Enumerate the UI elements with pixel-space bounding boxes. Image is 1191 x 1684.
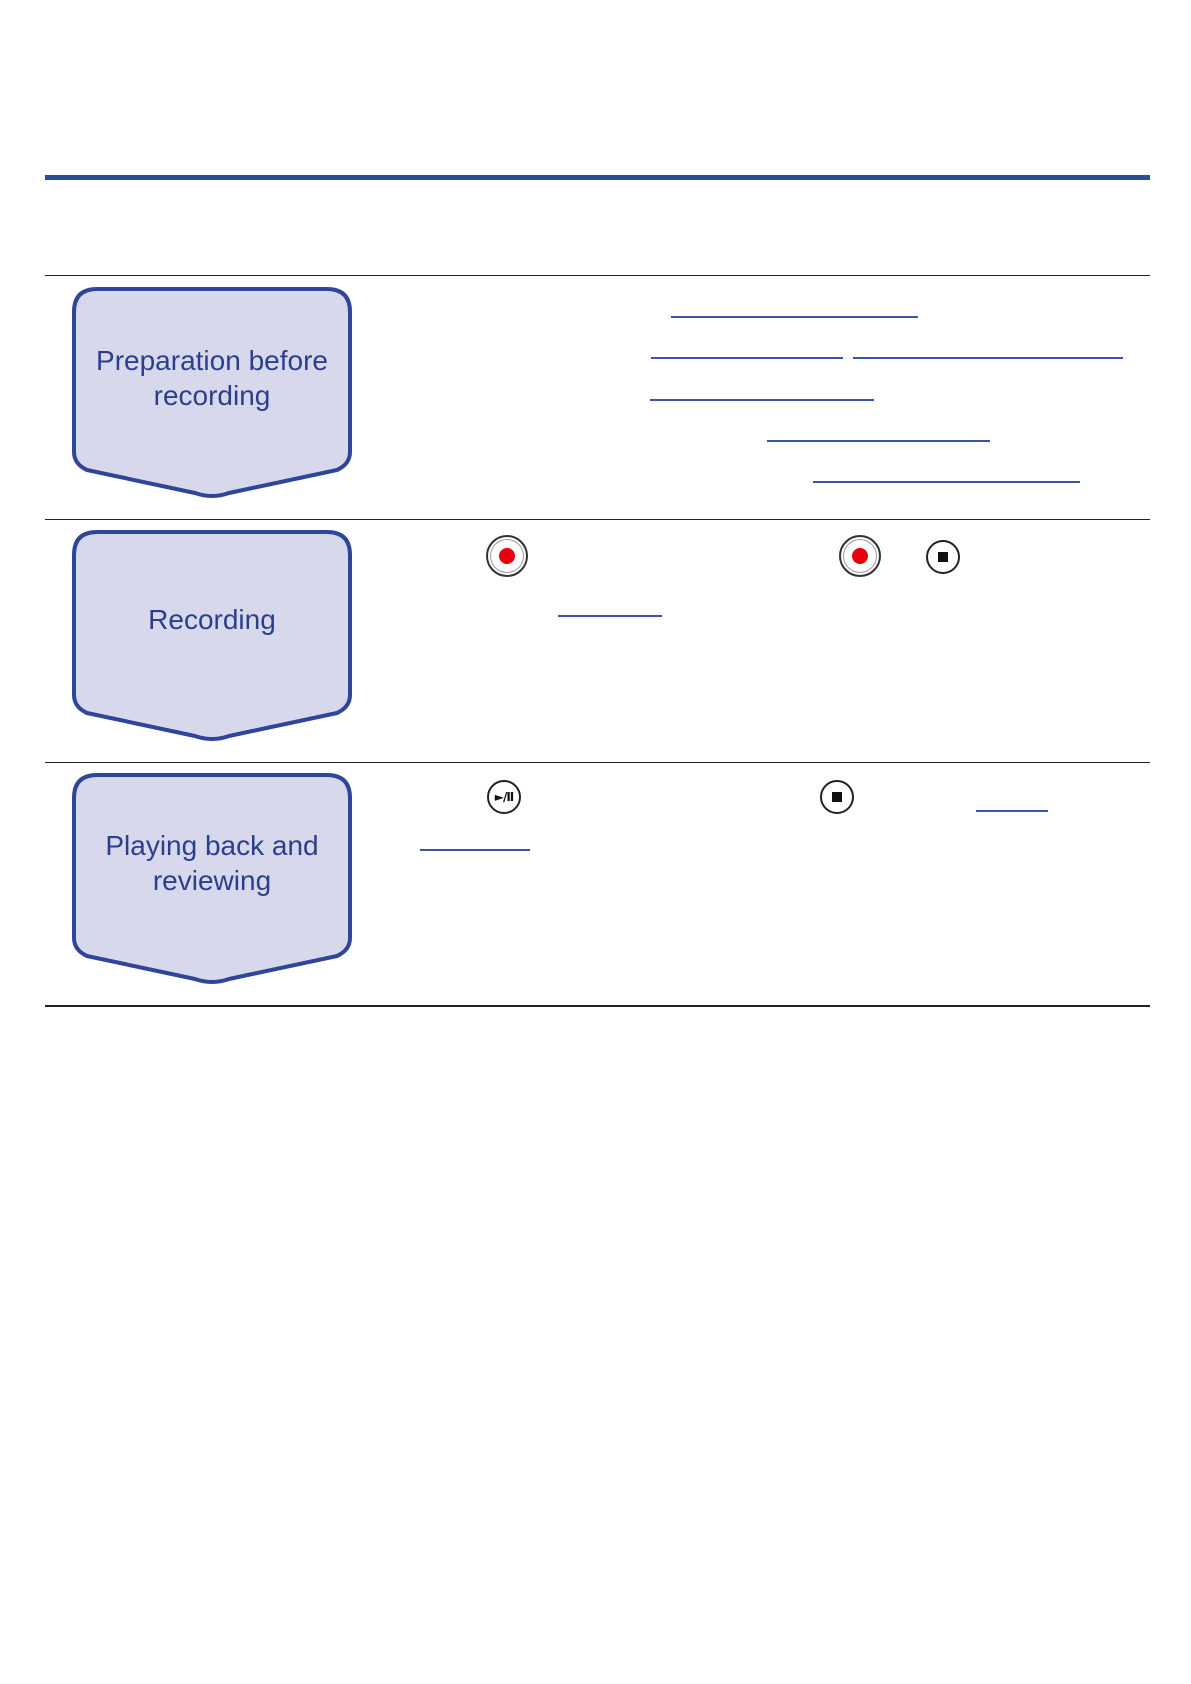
- reference-link[interactable]: [558, 615, 662, 617]
- step-preparation-before-recording: [71, 286, 353, 500]
- record-dot: [852, 548, 868, 564]
- reference-link[interactable]: [651, 357, 843, 359]
- stop-square: [832, 792, 842, 802]
- step-label: Playing back and reviewing: [105, 830, 319, 896]
- table-bottom-border: [45, 1005, 1150, 1007]
- play-pause-button-icon: [487, 780, 521, 814]
- table-top-border: [45, 275, 1150, 276]
- row-divider: [45, 519, 1150, 520]
- reference-link[interactable]: [420, 849, 530, 851]
- reference-link[interactable]: [650, 399, 874, 401]
- play-pause-glyph: ►/II: [494, 790, 514, 804]
- reference-link[interactable]: [813, 481, 1080, 483]
- step-label: Preparation before recording: [96, 345, 328, 411]
- stop-button-icon: [926, 540, 960, 574]
- record-button-icon: [839, 535, 881, 577]
- row-divider: [45, 762, 1150, 763]
- step-label: Recording: [148, 604, 276, 635]
- header-rule: [45, 175, 1150, 180]
- record-dot: [499, 548, 515, 564]
- stop-button-icon: [820, 780, 854, 814]
- reference-link[interactable]: [976, 810, 1048, 812]
- reference-link[interactable]: [767, 440, 990, 442]
- record-button-icon: [486, 535, 528, 577]
- stop-square: [938, 552, 948, 562]
- step-playing-back-and-reviewing: [71, 772, 353, 986]
- step-recording: [71, 529, 353, 743]
- reference-link[interactable]: [671, 316, 918, 318]
- reference-link[interactable]: [853, 357, 1123, 359]
